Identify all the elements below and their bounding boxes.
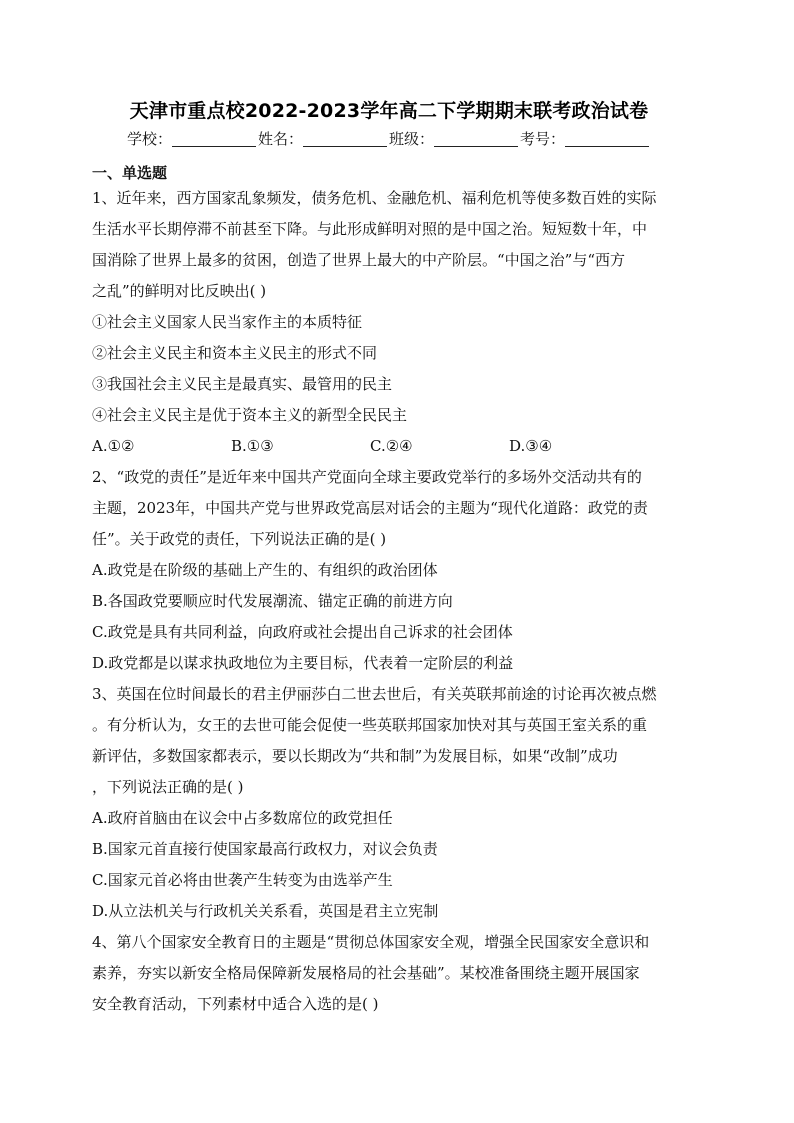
option-d[interactable]: D.③④ — [509, 437, 553, 455]
statement-4: ④社会主义民主是优于资本主义的新型全民民主 — [92, 406, 408, 424]
question-3 — [92, 679, 686, 927]
option-c[interactable]: C.②④ — [370, 437, 413, 455]
option-b[interactable]: B.国家元首直接行使国家最高行政权力，对议会负责 — [92, 840, 438, 858]
school-blank[interactable] — [172, 132, 256, 147]
statement-2: ②社会主义民主和资本主义民主的形式不同 — [92, 344, 378, 362]
question-stem-line: 新评估，多数国家都表示，要以长期改为“共和制”为发展目标，如果“改制”成功 — [92, 747, 618, 765]
question-stem-line: 生活水平长期停滞不前甚至下降。与此形成鲜明对照的是中国之治。短短数十年，中 — [92, 220, 648, 238]
statement-3: ③我国社会主义民主是最真实、最管用的民主 — [92, 375, 393, 393]
question-stem-line: 2、“政党的责任”是近年来中国共产党面向全球主要政党举行的多场外交活动共有的 — [92, 468, 642, 486]
question-stem-line: 之乱”的鲜明对比反映出( ) — [92, 282, 267, 300]
question-stem-line: 。有分析认为，女王的去世可能会促使一些英联邦国家加快对其与英国王室关系的重 — [92, 716, 648, 734]
question-stem-line: 任”。关于政党的责任，下列说法正确的是( ) — [92, 530, 387, 548]
name-label: 姓名： — [257, 130, 303, 148]
question-2 — [92, 462, 686, 679]
option-b[interactable]: B.各国政党要顺应时代发展潮流、锚定正确的前进方向 — [92, 592, 453, 610]
student-info-row — [92, 129, 686, 149]
question-stem-line: ，下列说法正确的是( ) — [92, 778, 244, 796]
option-c[interactable]: C.国家元首必将由世袭产生转变为由选举产生 — [92, 871, 393, 889]
question-1 — [92, 183, 686, 462]
number-blank[interactable] — [565, 132, 649, 147]
exam-title: 天津市重点校2022-2023学年高二下学期期末联考政治试卷 — [129, 100, 649, 122]
option-a[interactable]: A.政党是在阶级的基础上产生的、有组织的政治团体 — [92, 561, 438, 579]
question-stem-line: 素养，夯实以新安全格局保障新发展格局的社会基础”。某校准备围绕主题开展国家 — [92, 964, 640, 982]
class-label: 班级： — [389, 130, 435, 148]
statement-1: ①社会主义国家人民当家作主的本质特征 — [92, 313, 363, 331]
option-a[interactable]: A.①② — [92, 437, 135, 455]
name-blank[interactable] — [303, 132, 387, 147]
option-a[interactable]: A.政府首脑由在议会中占多数席位的政党担任 — [92, 809, 393, 827]
question-stem-line: 3、英国在位时间最长的君主伊丽莎白二世去世后，有关英联邦前途的讨论再次被点燃 — [92, 685, 657, 703]
school-label: 学校： — [126, 130, 172, 148]
number-label: 考号： — [520, 130, 566, 148]
question-stem-line: 1、近年来，西方国家乱象频发，债务危机、金融危机、福利危机等使多数百姓的实际 — [92, 189, 657, 207]
question-stem-line: 4、第八个国家安全教育日的主题是“贯彻总体国家安全观，增强全民国家安全意识和 — [92, 933, 650, 951]
option-d[interactable]: D.政党都是以谋求执政地位为主要目标，代表着一定阶层的利益 — [92, 654, 514, 672]
question-stem-line: 国消除了世界上最多的贫困，创造了世界上最大的中产阶层。“中国之治”与“西方 — [92, 251, 626, 269]
question-stem-line: 主题，2023年，中国共产党与世界政党高层对话会的主题为“现代化道路：政党的责 — [92, 499, 648, 517]
option-c[interactable]: C.政党是具有共同利益，向政府或社会提出自己诉求的社会团体 — [92, 623, 513, 641]
question-stem-line: 安全教育活动，下列素材中适合入选的是( ) — [92, 995, 379, 1013]
class-blank[interactable] — [434, 132, 518, 147]
option-d[interactable]: D.从立法机关与行政机关关系看，英国是君主立宪制 — [92, 902, 439, 920]
options-row — [92, 431, 686, 462]
question-4 — [92, 927, 686, 1020]
option-b[interactable]: B.①③ — [231, 437, 274, 455]
section-heading: 一、单选题 — [92, 164, 168, 182]
